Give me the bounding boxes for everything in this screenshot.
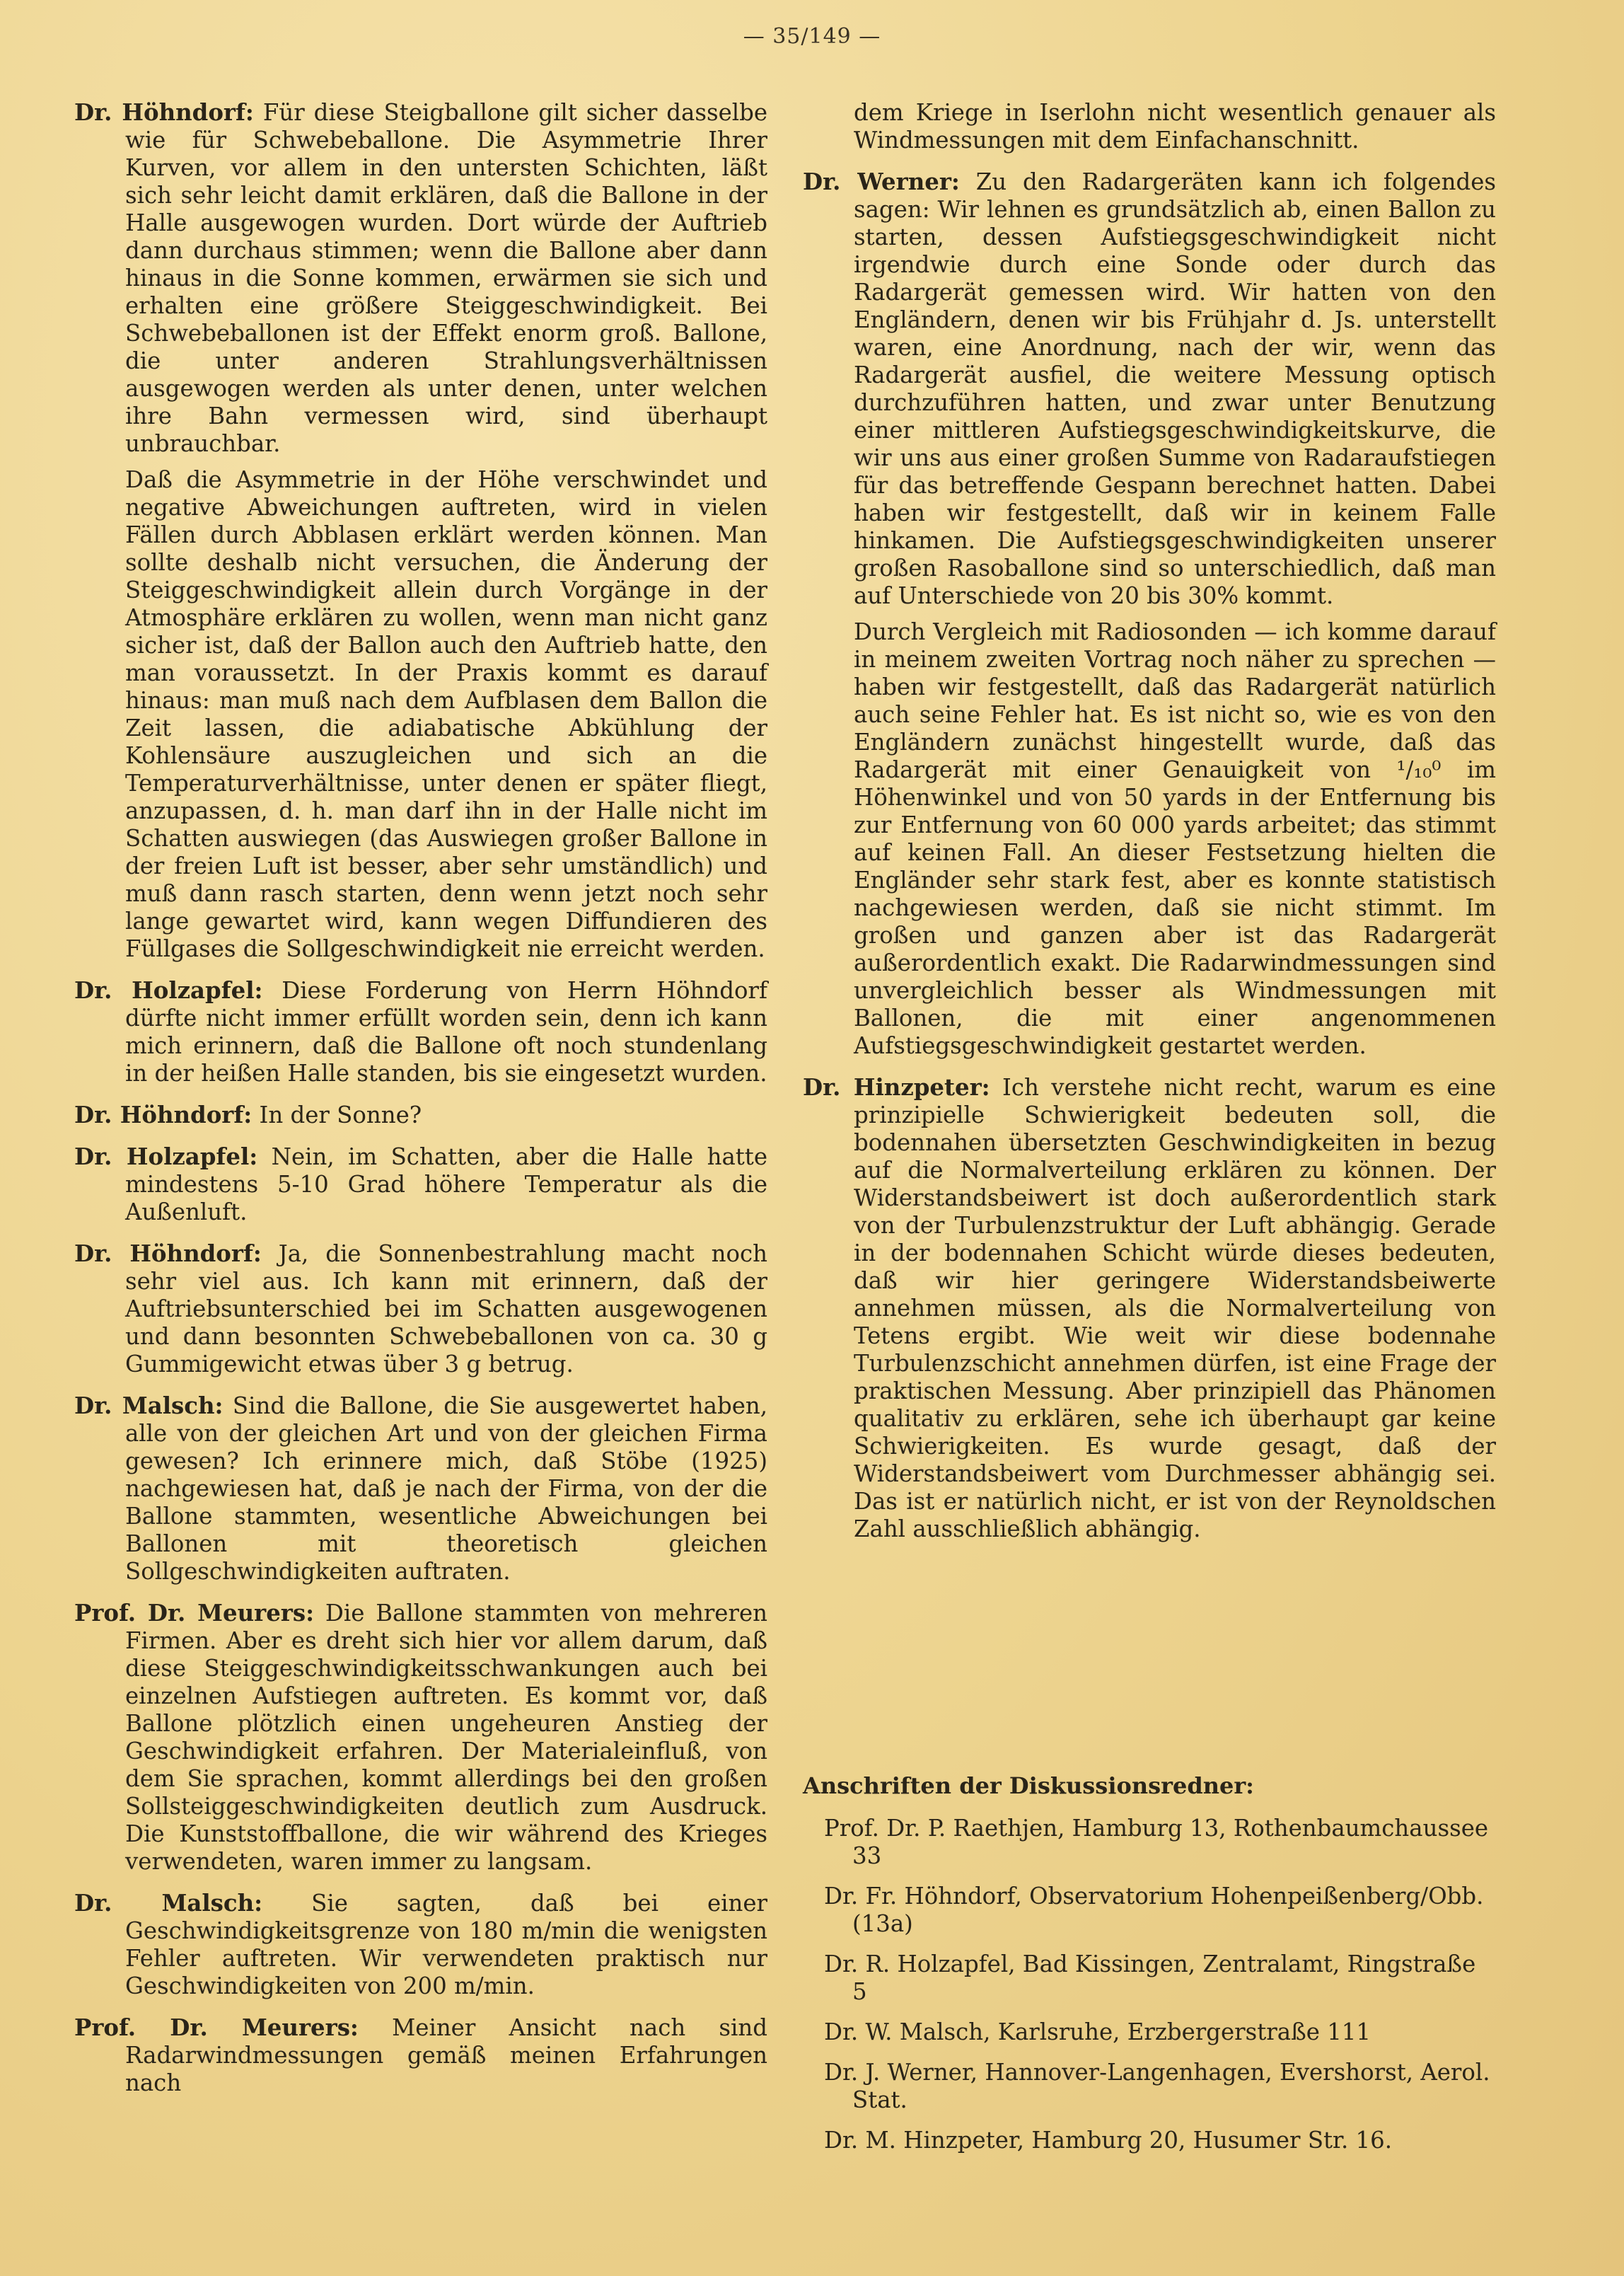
- entry-paragraph: [74, 1600, 767, 1876]
- discussion-entry: [74, 1600, 767, 1876]
- discussion-entry: [74, 1102, 767, 1129]
- paragraph-text: Diese Forderung von Herrn Höhndorf dürfte nicht immer erfüllt worden sein, denn ich kann mich erinnern, daß die Ballone oft noch stundenlang in der heißen Halle standen, bis sie eingesetzt wurden.: [125, 977, 767, 1087]
- entry-paragraph: [74, 99, 768, 458]
- entry-paragraph: [854, 618, 1496, 1060]
- speaker-name: Dr. Höhndorf:: [74, 1102, 253, 1128]
- discussion-entry: [74, 2014, 767, 2097]
- paragraph-text: Die Ballone stammten von mehreren Firmen. Aber es dreht sich hier vor allem darum, daß diese Steiggeschwindigkeitsschwankungen auch bei einzelnen Aufstiegen auftreten. Es kommt vor, daß Ballone plötzlich einen ungeheuren Anstieg der Geschwindigkeit erfahren. Der Materialeinfluß, von dem Sie sprachen, kommt allerdings bei den großen Sollsteiggeschwindigkeiten deutlich zum Ausdruck. Die Kunststoffballone, die wir während des Krieges verwendeten, waren immer zu langsam.: [125, 1600, 767, 1875]
- speaker-name: Dr. Höhndorf:: [74, 1240, 262, 1267]
- paragraph-text: Sie sagten, daß bei einer Geschwindigkeitsgrenze von 180 m/min die wenigsten Fehler auftreten. Wir verwendeten praktisch nur Geschwindigkeiten von 200 m/min.: [125, 1890, 768, 1999]
- left-column: [74, 99, 767, 2111]
- speaker-name: Prof. Dr. Meurers:: [74, 2014, 359, 2041]
- right-column: [803, 99, 1496, 1557]
- discussion-entry: [74, 977, 767, 1087]
- discussion-entry: [74, 99, 767, 963]
- entry-paragraph: [74, 1890, 768, 2000]
- entry-paragraph: [74, 977, 767, 1087]
- entry-paragraph: [74, 1143, 767, 1226]
- addresses-list: [824, 1815, 1496, 2167]
- entry-paragraph: [74, 1392, 768, 1585]
- paragraph-text: Für diese Steigballone gilt sicher dasselbe wie für Schwebeballone. Die Asymmetrie Ihrer Kurven, vor allem in den untersten Schichten, läßt sich sehr leicht damit erklären, daß die Ballone in der Halle ausgewogen wurden. Dort würde der Auftrieb dann durchaus stimmen; wenn die Ballone aber dann hinaus in die Sonne kommen, erwärmen sie sich und erhalten eine größere Steiggeschwindigkeit. Bei Schwebeballonen ist der Effekt enorm groß. Ballone, die unter anderen Strahlungsverhältnissen ausgewogen werden als unter denen, unter welchen ihre Bahn vermessen wird, sind überhaupt unbrauchbar.: [125, 99, 768, 457]
- page-number: — 35/149 —: [743, 24, 881, 49]
- discussion-entry: [74, 1240, 767, 1378]
- speaker-name: Dr. Holzapfel:: [74, 1143, 258, 1170]
- entry-paragraph: [854, 99, 1496, 154]
- paragraph-text: Nein, im Schatten, aber die Halle hatte mindestens 5-10 Grad höhere Temperatur als die Außenluft.: [125, 1143, 767, 1225]
- entry-paragraph: [74, 2014, 767, 2097]
- speaker-name: Dr. Werner:: [803, 168, 960, 195]
- paragraph-text: Ich verstehe nicht recht, warum es eine prinzipielle Schwierigkeit bedeuten soll, die bodennahen übersetzten Geschwindigkeiten in bezug auf die Normalverteilung erklären zu können. Der Widerstandsbeiwert ist doch außerordentlich stark von der Turbulenzstruktur der Luft abhängig. Gerade in der bodennahen Schicht würde dieses bedeuten, daß wir hier geringere Widerstandsbeiwerte annehmen müssen, als die Normalverteilung von Tetens ergibt. Wie weit wir diese bodennahe Turbulenzschicht annehmen dürfen, ist eine Frage der praktischen Messung. Aber prinzipiell das Phänomen qualitativ zu erklären, sehe ich überhaupt gar keine Schwierigkeiten. Es wurde gesagt, daß der Widerstandsbeiwert vom Durchmesser abhängig sei. Das ist er natürlich nicht, er ist von der Reynoldschen Zahl ausschließlich abhängig.: [854, 1074, 1496, 1542]
- discussion-entry: [803, 1074, 1496, 1543]
- paragraph-text: dem Kriege in Iserlohn nicht wesentlich genauer als Windmessungen mit dem Einfachanschnitt.: [854, 99, 1496, 154]
- entry-paragraph: [74, 1102, 767, 1129]
- entry-paragraph: [803, 1074, 1496, 1543]
- address-item: Dr. R. Holzapfel, Bad Kissingen, Zentralamt, Ringstraße 5: [824, 1951, 1476, 2005]
- paragraph-text: Ja, die Sonnenbestrahlung macht noch sehr viel aus. Ich kann mit erinnern, daß der Auftriebsunterschied bei im Schatten ausgewogenen und dann besonnten Schwebeballonen von ca. 30 g Gummigewicht etwas über 3 g betrug.: [125, 1240, 767, 1377]
- paragraph-text: Daß die Asymmetrie in der Höhe verschwindet und negative Abweichungen auftreten, wird in vielen Fällen durch Abblasen erklärt werden können. Man sollte deshalb nicht versuchen, die Änderung der Steiggeschwindigkeit allein durch Vorgänge in der Atmosphäre erklären zu wollen, wenn man nicht ganz sicher ist, daß der Ballon auch den Auftrieb hatte, den man voraussetzt. In der Praxis kommt es darauf hinaus: man muß nach dem Aufblasen dem Ballon die Zeit lassen, die adiabatische Abkühlung der Kohlensäure auszugleichen und sich an die Temperaturverhältnisse, unter denen er später fliegt, anzupassen, d. h. man darf ihn in der Halle nicht im Schatten auswiegen (das Auswiegen großer Ballone in der freien Luft ist besser, aber sehr umständlich) und muß dann rasch starten, denn wenn jetzt noch sehr lange gewartet wird, kann wegen Diffundieren des Füllgases die Sollgeschwindigkeit nie erreicht werden.: [125, 466, 767, 962]
- speaker-name: Dr. Höhndorf:: [74, 99, 254, 126]
- discussion-entry: [74, 1143, 767, 1226]
- addresses-heading: Anschriften der Diskussionsredner:: [803, 1772, 1254, 1799]
- speaker-name: Dr. Malsch:: [74, 1392, 224, 1419]
- entry-paragraph: [74, 1240, 767, 1378]
- discussion-entry: [803, 99, 1496, 154]
- discussion-entry: [74, 1890, 767, 2000]
- entry-paragraph: [125, 466, 767, 963]
- address-item: Dr. W. Malsch, Karlsruhe, Erzbergerstraße 111: [824, 2018, 1371, 2045]
- address-item: Dr. M. Hinzpeter, Hamburg 20, Husumer Str. 16.: [824, 2127, 1393, 2154]
- address-item: Prof. Dr. P. Raethjen, Hamburg 13, Rothenbaumchaussee 33: [824, 1815, 1489, 1869]
- speaker-name: Prof. Dr. Meurers:: [74, 1600, 315, 1627]
- speaker-name: Dr. Hinzpeter:: [803, 1074, 990, 1101]
- speaker-name: Dr. Holzapfel:: [74, 977, 263, 1004]
- address-item: Dr. J. Werner, Hannover-Langenhagen, Evershorst, Aerol. Stat.: [824, 2059, 1490, 2113]
- entry-paragraph: [803, 168, 1496, 610]
- discussion-entry: [74, 1392, 767, 1585]
- paragraph-text: Meiner Ansicht nach sind Radarwindmessungen gemäß meinen Erfahrungen nach: [125, 2014, 767, 2096]
- paragraph-text: Zu den Radargeräten kann ich folgendes sagen: Wir lehnen es grundsätzlich ab, einen Ballon zu starten, dessen Aufstiegsgeschwindigkeit nicht irgendwie durch eine Sonde oder durch das Radargerät gemessen wird. Wir hatten von den Engländern, denen wir bis Frühjahr d. Js. unterstellt waren, eine Anordnung, nach der wir, wenn das Radargerät ausfiel, die weitere Messung optisch durchzuführen hatten, und zwar unter Benutzung einer mittleren Aufstiegsgeschwindigkeitskurve, die wir uns aus einer großen Summe von Radaraufstiegen für das betreffende Gespann berechnet hatten. Dabei haben wir festgestellt, daß wir in keinem Falle hinkamen. Die Aufstiegsgeschwindigkeiten unserer großen Rasoballone sind so unterschiedlich, daß man auf Unterschiede von 20 bis 30% kommt.: [854, 168, 1496, 609]
- address-item: Dr. Fr. Höhndorf, Observatorium Hohenpeißenberg/Obb. (13a): [824, 1883, 1484, 1937]
- speaker-name: Dr. Malsch:: [74, 1890, 263, 1917]
- paragraph-text: Sind die Ballone, die Sie ausgewertet haben, alle von der gleichen Art und von der gleichen Firma gewesen? Ich erinnere mich, daß Stöbe (1925) nachgewiesen hat, daß je nach der Firma, von der die Ballone stammten, wesentliche Abweichungen bei Ballonen mit theoretisch gleichen Sollgeschwindigkeiten auftraten.: [125, 1392, 768, 1585]
- discussion-entry: [803, 168, 1496, 1060]
- paragraph-text: In der Sonne?: [259, 1102, 422, 1128]
- paragraph-text: Durch Vergleich mit Radiosonden — ich komme darauf in meinem zweiten Vortrag noch näher zu sprechen — haben wir festgestellt, daß das Radargerät natürlich auch seine Fehler hat. Es ist nicht so, wie es von den Engländern zunächst hingestellt wurde, daß das Radargerät mit einer Genauigkeit von ¹/₁₀⁰ im Höhenwinkel und von 50 yards in der Entfernung bis zur Entfernung von 60 000 yards arbeitet; das stimmt auf keinen Fall. An dieser Festsetzung hielten die Engländer sehr stark fest, aber es konnte statistisch nachgewiesen werden, daß sie nicht stimmt. Im großen und ganzen aber ist das Radargerät außerordentlich exakt. Die Radarwindmessungen sind unvergleichlich besser als Windmessungen mit Ballonen, die mit einer angenommenen Aufstiegsgeschwindigkeit gestartet werden.: [854, 618, 1496, 1059]
